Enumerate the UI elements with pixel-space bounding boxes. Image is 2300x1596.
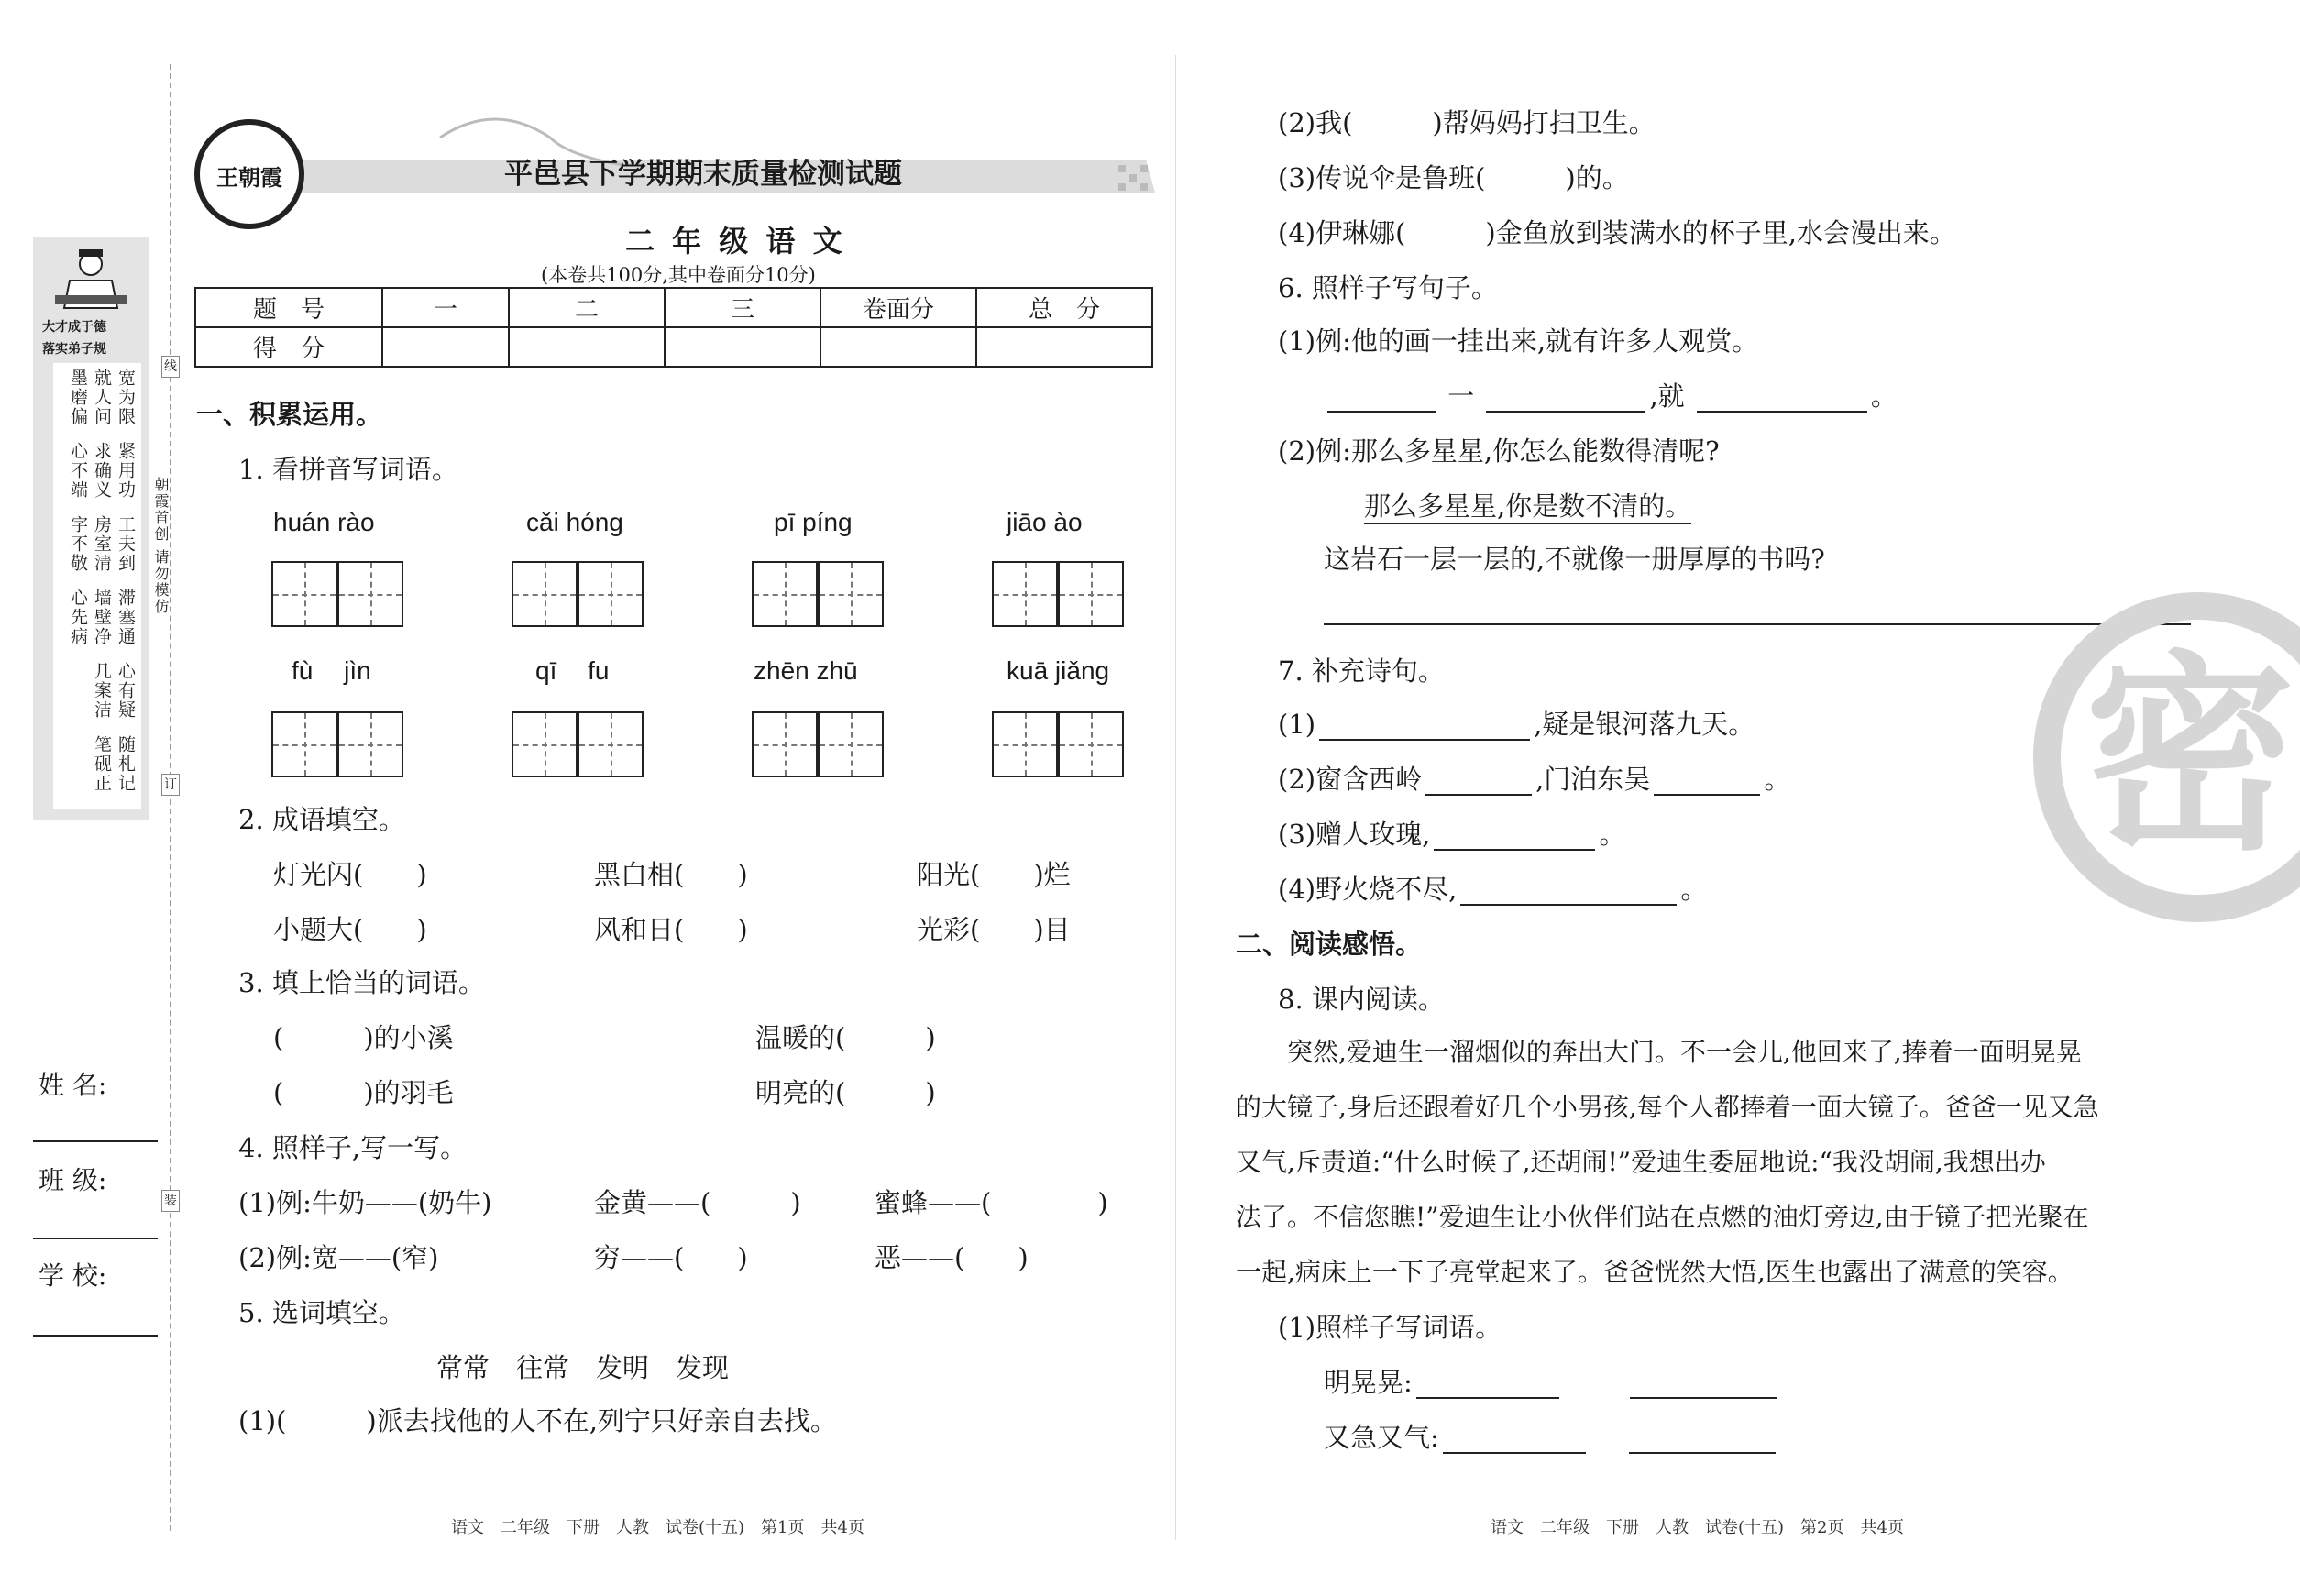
pinyin-label: pī píng [774,508,853,536]
q8-sub-1: (1)照样子写词语。 [1278,1312,1502,1343]
q8-word-row-1[interactable] [1324,1366,1780,1399]
sidebar-col: 工夫到 [116,515,136,573]
subject-title: 二 年 级 语 文 [625,224,846,259]
score-row [195,327,1152,367]
sidebar-col: 滞塞通 [116,589,136,646]
poem-prefix: (3)赠人玫瑰, [1278,819,1431,850]
sidebar-col: 就人问 [92,369,112,426]
score-header-row [195,288,1152,327]
school-field[interactable] [33,1335,158,1337]
score-cell[interactable] [382,327,509,367]
pinyin-label: kuā jiǎng [1007,656,1110,685]
blank-line[interactable] [1486,385,1645,413]
pinyin-label: zhēn zhū [754,656,858,685]
writing-grid[interactable] [271,711,403,777]
sidebar-col: 房室清 [92,515,112,573]
question-4: 4. 照样子,写一写。 [238,1132,468,1163]
blank-line[interactable] [1425,768,1532,796]
writing-grid[interactable] [752,711,884,777]
sidebar-panel [33,237,149,820]
writing-grid[interactable] [271,561,403,627]
sidebar-col: 墙壁净 [92,589,112,646]
sidebar-col: 字不敬 [68,515,88,573]
motto-line-1: 大才成于德 [42,320,106,335]
score-cell[interactable] [820,327,976,367]
section-1-heading: 一、积累运用。 [196,399,383,430]
blank-line[interactable] [1327,385,1436,413]
name-field[interactable] [33,1140,158,1142]
question-6: 6. 照样子写句子。 [1278,272,1498,303]
poem-text: ,门泊东吴 [1535,764,1651,795]
q6-yi: 一 [1447,380,1475,412]
idiom-item[interactable]: 小题大( ) [273,914,427,945]
pinyin-label: fù jìn [292,656,371,685]
q4-item[interactable]: 蜜蜂——( ) [875,1187,1108,1218]
question-1: 1. 看拼音写词语。 [238,454,458,485]
sidebar-col: 求确义 [92,442,112,500]
passage-line: 又气,斥责道:“什么时候了,还胡闹!”爱迪生委屈地说:“我没胡闹,我想出办 [1236,1147,2046,1177]
score-header: 总 分 [976,288,1152,327]
seal-mark-mid: 订 [161,774,180,796]
writing-grid[interactable] [512,711,644,777]
pinyin-label: cǎi hóng [526,508,623,536]
q5-item-2[interactable]: (2)我( )帮妈妈打扫卫生。 [1278,107,1656,138]
poem-end: 。 [1599,819,1626,850]
score-row-label: 得 分 [195,327,382,367]
idiom-item[interactable]: 光彩( )目 [917,914,1071,945]
sidebar-col: 心不端 [68,442,88,500]
q6-end: 。 [1870,380,1898,412]
question-2: 2. 成语填空。 [238,804,405,835]
q5-item-4[interactable]: (4)伊琳娜( )金鱼放到装满水的杯子里,水会漫出来。 [1278,217,1956,248]
pinyin-label: qī fu [535,656,610,685]
blank-line[interactable] [1434,823,1595,851]
idiom-item[interactable]: 阳光( )烂 [917,859,1071,890]
q6-example-answer: 那么多星星,你是数不清的。 [1364,490,1691,524]
question-8: 8. 课内阅读。 [1278,984,1445,1015]
writing-grid[interactable] [992,711,1124,777]
fill-item[interactable]: 温暖的( ) [755,1022,936,1053]
q4-item[interactable]: 穷——( ) [594,1242,748,1273]
sidebar-col: 心有疑 [116,662,136,720]
passage-line: 一起,病床上一下子亮堂起来了。爸爸恍然大悟,医生也露出了满意的笑容。 [1236,1257,2074,1287]
q4-example: (2)例:宽——(窄) [238,1242,439,1273]
logo-badge [194,119,304,229]
motto-line-2: 落实弟子规 [42,342,106,357]
stamp-text: 密 [2085,632,2296,879]
blank-line[interactable] [1460,878,1677,906]
sidebar-col: 紧用功 [116,442,136,500]
question-5: 5. 选词填空。 [238,1297,405,1328]
class-field[interactable] [33,1238,158,1239]
poem-text: ,疑是银河落九天。 [1534,709,1755,740]
sidebar-col: 墨磨偏 [68,369,88,426]
poem-prefix: (2)窗含西岭 [1278,764,1423,795]
side-note: 朝霞首创 请勿模仿 [152,477,170,616]
word-bank: 常常 往常 发明 发现 [436,1352,730,1383]
score-header: 题 号 [195,288,382,327]
class-label: 班 级: [39,1165,107,1195]
score-table [194,287,1153,368]
writing-grid[interactable] [992,561,1124,627]
poem-end: 。 [1680,874,1708,905]
blank-line[interactable] [1319,713,1530,741]
q4-item[interactable]: 恶——( ) [875,1242,1029,1273]
blank-line[interactable] [1630,1371,1777,1399]
passage-line: 的大镜子,身后还跟着好几个小男孩,每个人都捧着一面大镜子。爸爸一见又急 [1236,1092,2099,1122]
school-label: 学 校: [39,1260,107,1291]
page-divider [1175,55,1176,1540]
q8-word-label: 又急又气: [1324,1422,1439,1453]
q4-example: (1)例:牛奶——(奶牛) [238,1187,492,1218]
logo-text: 王朝霞 [216,164,282,191]
blank-line[interactable] [1654,768,1760,796]
blank-line[interactable] [1697,385,1867,413]
section-2-heading: 二、阅读感悟。 [1236,929,1423,960]
sidebar-col: 几案洁 [92,662,112,720]
sidebar-col: 笔砚正 [92,735,112,793]
score-header: 卷面分 [820,288,976,327]
score-header: 一 [382,288,509,327]
question-7: 7. 补充诗句。 [1278,655,1445,687]
pinyin-label: huán rào [273,508,375,536]
score-cell[interactable] [509,327,665,367]
poem-prefix: (4)野火烧不尽, [1278,874,1458,905]
name-label: 姓 名: [39,1070,107,1100]
blank-line[interactable] [1629,1426,1776,1454]
score-header: 二 [509,288,665,327]
seal-mark-bottom: 装 [161,1190,180,1212]
sidebar-col: 随札记 [116,735,136,793]
q6-answer-1[interactable] [1324,380,1898,413]
q5-item-1[interactable]: (1)( )派去找他的人不在,列宁只好亲自去找。 [238,1405,837,1436]
passage-line: 法了。不信您瞧!”爱迪生让小伙伴们站在点燃的油灯旁边,由于镜子把光聚在 [1236,1202,2089,1232]
fill-item[interactable]: ( )的羽毛 [273,1077,454,1108]
q6-task-2: 这岩石一层一层的,不就像一册厚厚的书吗? [1324,544,1825,575]
blank-line[interactable] [1443,1426,1586,1454]
page-footer-left: 语文 二年级 下册 人教 试卷(十五) 第1页 共4页 [451,1518,864,1537]
poem-end: 。 [1764,764,1791,795]
poem-line-2[interactable] [1278,763,1790,796]
confidential-stamp [2033,592,2300,922]
binding-line [170,64,171,1531]
q6-example-2: (2)例:那么多星星,你怎么能数得清呢? [1278,435,1720,467]
page-footer-right: 语文 二年级 下册 人教 试卷(十五) 第2页 共4页 [1491,1518,1904,1537]
q4-item[interactable]: 金黄——( ) [594,1187,801,1218]
subtitle: (本卷共100分,其中卷面分10分) [541,264,816,286]
idiom-item[interactable]: 黑白相( ) [594,859,748,890]
pinyin-label: jiāo ào [1007,508,1083,536]
fill-item[interactable]: 明亮的( ) [755,1077,936,1108]
poem-prefix: (1) [1278,709,1316,740]
idiom-item[interactable]: 灯光闪( ) [273,859,427,890]
idiom-item[interactable]: 风和日( ) [594,914,748,945]
sidebar-col: 心先病 [68,589,88,646]
writing-grid[interactable] [512,561,644,627]
score-cell[interactable] [976,327,1152,367]
exam-title: 平邑县下学期期末质量检测试题 [504,158,902,191]
q5-item-3[interactable]: (3)传说伞是鲁班( )的。 [1278,162,1629,193]
sidebar-text-block [53,363,141,809]
score-header: 三 [665,288,820,327]
q6-example-1: (1)例:他的画一挂出来,就有许多人观赏。 [1278,325,1759,357]
writing-grid[interactable] [752,561,884,627]
q6-jiu: ,就 [1649,380,1685,412]
passage-line: 突然,爱迪生一溜烟似的奔出大门。不一会儿,他回来了,捧着一面明晃晃 [1236,1037,2082,1067]
poem-line-3[interactable] [1278,818,1625,851]
q8-word-row-2[interactable] [1324,1421,1779,1454]
q8-word-label: 明晃晃: [1324,1367,1413,1398]
poem-line-4[interactable] [1278,873,1707,906]
question-3: 3. 填上恰当的词语。 [238,967,485,998]
score-cell[interactable] [665,327,820,367]
sidebar-col: 宽为限 [116,369,136,426]
poem-line-1[interactable] [1278,708,1755,741]
fill-item[interactable]: ( )的小溪 [273,1022,454,1053]
seal-mark-top: 线 [161,356,180,378]
blank-line[interactable] [1416,1371,1559,1399]
scholar-illustration [33,244,149,317]
